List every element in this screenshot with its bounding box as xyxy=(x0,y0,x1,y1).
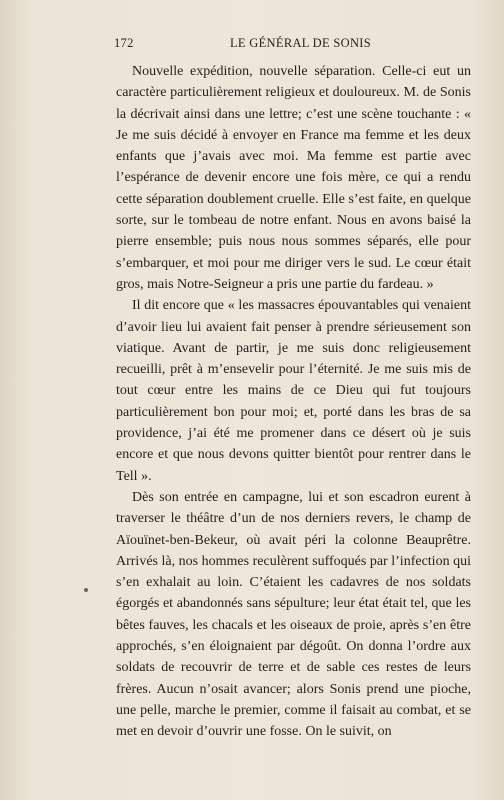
ink-speck xyxy=(84,588,88,592)
running-title: LE GÉNÉRAL DE SONIS xyxy=(230,36,371,50)
running-header xyxy=(114,36,468,54)
body-text xyxy=(116,61,471,743)
paragraph-expedition: Nouvelle expédition, nouvelle séparation. Celle-ci eut un caractère particulièrement religieux et douloureux. M. de Sonis la décrivait ainsi dans une lettre; c’est une scène touchante : « Je me suis décidé à envoyer en France ma femme et les deux enfants que j’avais avec moi. Ma femme est partie avec l’espérance de devenir encore une fois mère, ce qui a rendu cette séparation doublement cruelle. Elle s’est faite, en quelque sorte, sur le tombeau de notre enfant. Nous en avons baisé la pierre ensemble; puis nous nous sommes séparés, elle pour s’embarquer, et moi pour me diriger vers le sud. Le cœur était gros, mais Notre-Seigneur a pris une partie du fardeau. » xyxy=(116,64,471,292)
paragraph-massacres: Il dit encore que « les massacres épouvantables qui venaient d’avoir lieu lui avaient fait penser à prendre sérieusement son viatique. Avant de partir, je me suis donc religieusement recueilli, prêt à m’ensevelir pour l’éternité. Je me suis mis de tout cœur entre les mains de ce Dieu qui fut toujours particulièrement bon pour moi; et, porté dans les bras de sa providence, j’ai été me promener dans ce désert où je suis encore et que nous devons quitter bientôt pour rentrer dans le Tell ». xyxy=(116,298,471,484)
paragraph-campaign: Dès son entrée en campagne, lui et son escadron eurent à traverser le théâtre d’un de nos derniers revers, le champ de Aïouïnet-ben-Bekeur, où avait péri la colonne Beauprêtre. Arrivés là, nos hommes reculèrent suffoqués par l’infection qui s’en exhalait au loin. C’étaient les cadavres de nos soldats égorgés et abandonnés sans sépulture; leur état était tel, que les bêtes fauves, les chacals et les oiseaux de proie, après s’en être approchés, s’en éloignaient par dégoût. On donna l’ordre aux soldats de recouvrir de terre et de sable ces restes de leurs frères. Aucun n’osait avancer; alors Sonis prend une pioche, une pelle, marche le premier, comme il faisait au combat, et se met en devoir d’ouvrir une fosse. On le suivit, on xyxy=(116,489,471,740)
page-number: 172 xyxy=(114,36,134,50)
